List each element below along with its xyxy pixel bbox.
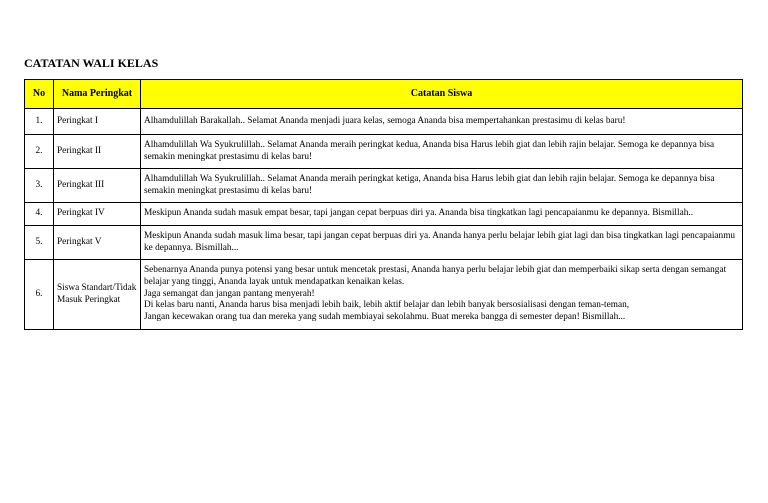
row-number: 3.: [25, 169, 54, 203]
rank-name: Peringkat V: [54, 226, 141, 260]
row-number: 5.: [25, 226, 54, 260]
note-line: Alhamdulillah Wa Syukrulillah.. Selamat Ananda meraih peringkat kedua, Ananda bisa Harus lebih giat dan lebih rajin belajar. Semoga ke depannya bisa semakin meningkat prestasimu di kelas baru!: [144, 139, 715, 162]
student-note: [141, 226, 743, 260]
rank-name: Siswa Standart/Tidak Masuk Peringkat: [54, 260, 141, 330]
note-line: Alhamdulillah Barakallah.. Selamat Ananda menjadi juara kelas, semoga Ananda bisa mempertahankan prestasimu di kelas baru!: [144, 115, 626, 126]
rank-name: Peringkat I: [54, 109, 141, 135]
rank-name: Peringkat III: [54, 169, 141, 203]
table-row: [25, 260, 743, 330]
row-number: 4.: [25, 203, 54, 226]
table-header-row: [25, 80, 743, 109]
table-row: [25, 135, 743, 169]
table-row: [25, 203, 743, 226]
student-note: [141, 203, 743, 226]
note-line: Meskipun Ananda sudah masuk lima besar, tapi jangan cepat berpuas diri ya. Ananda hanya perlu belajar lebih giat lagi dan bisa tingkatkan lagi pencapaianmu ke depannya. Bismillah...: [144, 230, 736, 253]
note-line: Sebenarnya Ananda punya potensi yang besar untuk mencetak prestasi, Ananda hanya perlu belajar lebih giat dan memperbaiki sikap serta dengan semangat belajar yang tinggi, Ananda layak untuk mendapatkan kenaikan kelas.: [144, 264, 727, 287]
note-line: Jangan kecewakan orang tua dan mereka yang sudah membiayai sekolahmu. Buat mereka bangga di semester depan! Bismillah...: [144, 312, 626, 323]
column-header-rank: Nama Peringkat: [54, 80, 141, 109]
student-note: [141, 109, 743, 135]
student-note: [141, 135, 743, 169]
note-line: Jaga semangat dan jangan pantang menyerah!: [144, 288, 315, 299]
column-header-note: Catatan Siswa: [141, 80, 743, 109]
row-number: 2.: [25, 135, 54, 169]
table-row: [25, 226, 743, 260]
table-row: [25, 109, 743, 135]
page-title: CATATAN WALI KELAS: [24, 56, 159, 70]
note-line: Meskipun Ananda sudah masuk empat besar, tapi jangan cepat berpuas diri ya. Ananda bisa tingkatkan lagi pencapaianmu ke depannya. Bismillah..: [144, 208, 694, 219]
column-header-no: No: [25, 80, 54, 109]
rank-name: Peringkat II: [54, 135, 141, 169]
student-note: [141, 260, 743, 330]
student-note: [141, 169, 743, 203]
notes-table: [24, 79, 743, 330]
note-line: Di kelas baru nanti, Ananda harus bisa menjadi lebih baik, lebih aktif belajar dan lebih banyak bersosialisasi dengan teman-teman,: [144, 300, 630, 311]
rank-name: Peringkat IV: [54, 203, 141, 226]
row-number: 1.: [25, 109, 54, 135]
note-line: Alhamdulillah Wa Syukrulillah.. Selamat Ananda meraih peringkat ketiga, Ananda bisa Harus lebih giat dan lebih rajin belajar. Semoga ke depannya bisa semakin meningkat prestasimu di kelas baru!: [144, 173, 715, 196]
row-number: 6.: [25, 260, 54, 330]
table-row: [25, 169, 743, 203]
